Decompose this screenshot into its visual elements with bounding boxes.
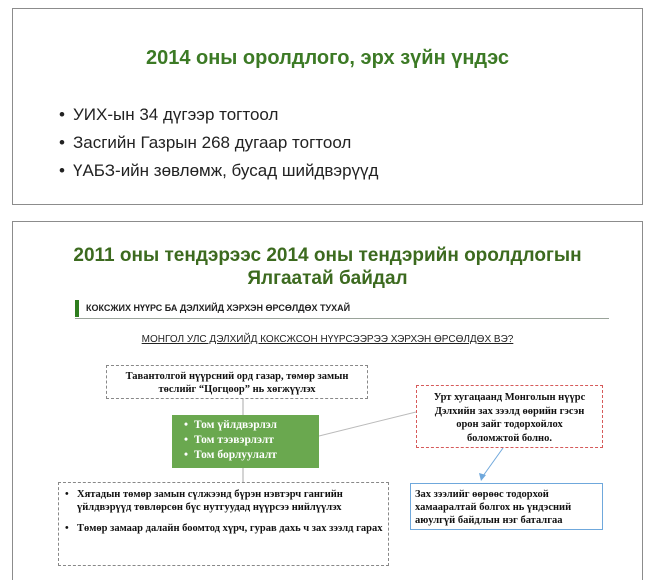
box-integrated-development: Тавантолгой нүүрсний орд газар, төмөр замын төслийг “Цогцоор” нь хөгжүүлэх [106, 365, 368, 399]
list-item: • Том үйлдвэрлэл [184, 419, 277, 431]
bullet-icon: • [184, 449, 189, 461]
list-item: • Том борлуулалт [184, 449, 277, 461]
question-heading: МОНГОЛ УЛС ДЭЛХИЙД КОКСЖСОН НҮҮРСЭЭРЭЭ ХЭРХЭН ӨРСӨЛДӨХ ВЭ? [141, 334, 514, 345]
box-long-term-position: Урт хугацаанд Монголын нүүрс Дэлхийн зах зээлд өөрийн гэсэн орон зайг тодорхойлох боломжтой болно. [416, 385, 603, 448]
slide-2-title: 2011 оны тендэрээс 2014 оны тендэрийн оролдлогын Ялгаатай байдал [73, 245, 582, 289]
arrow-right-bottom [483, 448, 503, 476]
bullet-icon: • [184, 419, 189, 431]
bullet-icon: • [65, 489, 69, 500]
list-item: • ҮАБЗ-ийн зөвлөмж, бусад шийдвэрүүд [59, 157, 378, 185]
box-scale-pillars [172, 415, 319, 468]
connector-green-right [319, 412, 416, 436]
slide-1-title: 2014 оны оролдлого, эрх зүйн үндэс [145, 47, 510, 69]
list-item: • Төмөр замаар далайн боомтод хүрч, гурав дахь ч зах зээлд гарах [65, 523, 383, 534]
list-item: • УИХ-ын 34 дүгээр тогтоол [59, 101, 378, 129]
list-item: • Засгийн Газрын 268 дугаар тогтоол [59, 129, 378, 157]
arrowhead-icon [479, 473, 486, 481]
box-market-access [58, 482, 389, 566]
list-item: • Том тээвэрлэлт [184, 434, 274, 446]
bullet-icon: • [65, 523, 69, 534]
bullet-icon: • [59, 105, 65, 124]
bullet-icon: • [59, 133, 65, 152]
slide-2 [12, 221, 643, 580]
section-label: КОКСЖИХ НҮҮРС БА ДЭЛХИЙД ХЭРХЭН ӨРСӨЛДӨХ ТУХАЙ [86, 303, 351, 313]
slide-1-bullet-list [59, 101, 378, 185]
slide-1 [12, 8, 643, 205]
box-national-security: Зах зээлийг өөрөөс тодорхой хамааралтай болгох нь үндэсний аюулгүй байдлын нэг баталгаа [410, 483, 603, 530]
bullet-icon: • [59, 161, 65, 180]
bullet-icon: • [184, 434, 189, 446]
list-item: • Хятадын төмөр замын сүлжээнд бүрэн нэвтэрч гангийн үйлдвэрүүд төвлөрсөн бүс нутгуудад нүүрсээ нийлүүлэх [65, 489, 343, 513]
